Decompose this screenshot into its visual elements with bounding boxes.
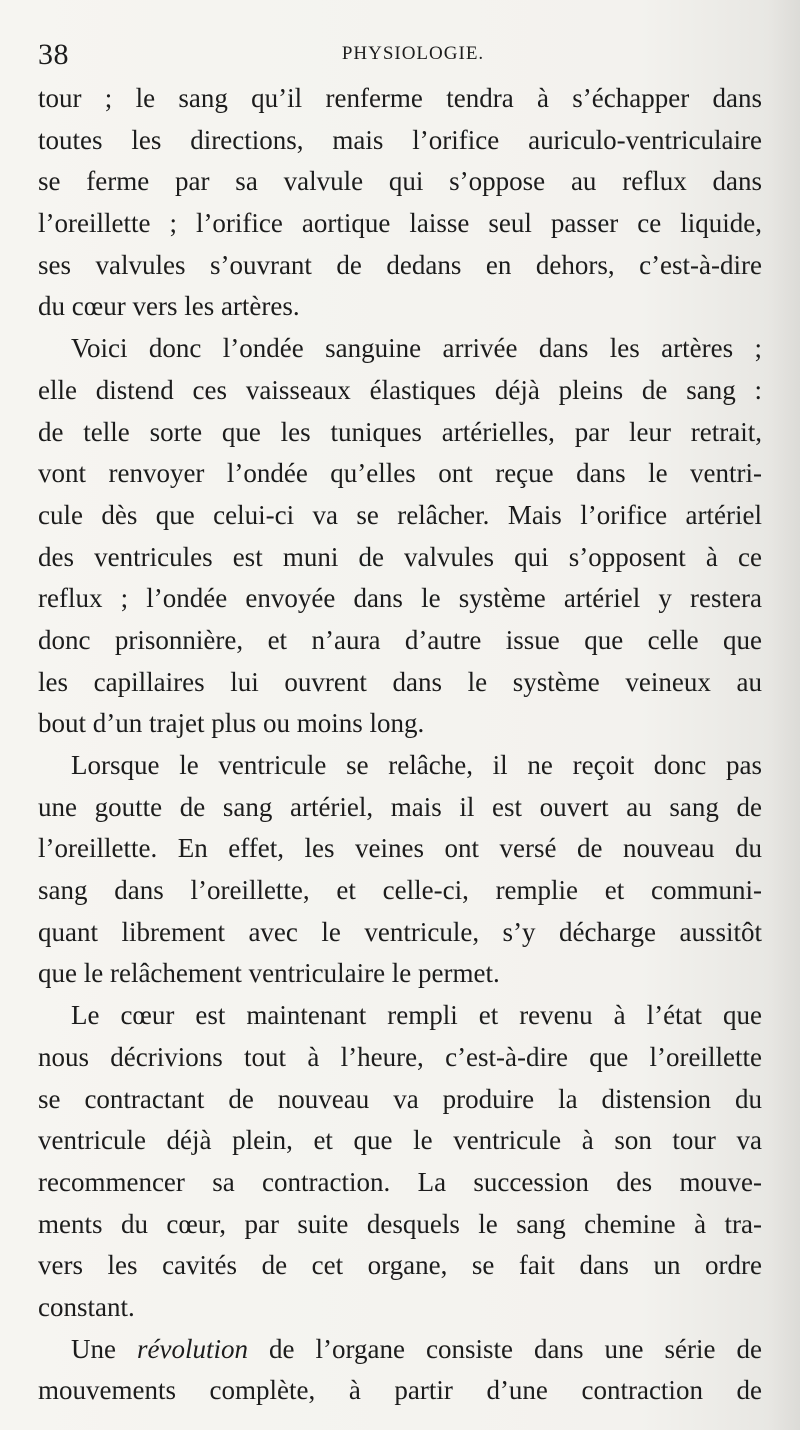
paragraph-start-line: Le cœur est maintenant rempli et revenu à l’état que [71, 1000, 762, 1031]
text-line: l’oreillette. En effet, les veines ont versé de nouveau du [38, 833, 762, 864]
text-line: bout d’un trajet plus ou moins long. [38, 708, 425, 739]
text-line: se contractant de nouveau va produire la distension du [38, 1083, 762, 1114]
text-line: l’oreillette ; l’orifice aortique laisse seul passer ce liquide, [38, 208, 762, 239]
text-line: recommencer sa contraction. La succession des mouve- [38, 1166, 762, 1197]
text-line: mouvements complète, à partir d’une contraction de [38, 1375, 762, 1406]
text-line: constant. [38, 1291, 135, 1322]
text-line: que le relâchement ventriculaire le permet. [38, 958, 500, 989]
text-line: ventricule déjà plein, et que le ventricule à son tour va [38, 1125, 762, 1156]
paragraph-start-line: Voici donc l’ondée sanguine arrivée dans les artères ; [71, 333, 762, 364]
page-header [38, 30, 768, 80]
text-line: ments du cœur, par suite desquels le sang chemine à tra- [38, 1208, 762, 1239]
text-line: une goutte de sang artériel, mais il est ouvert au sang de [38, 791, 762, 822]
text-line: du cœur vers les artères. [38, 291, 300, 322]
text-line: sang dans l’oreillette, et celle-ci, remplie et communi- [38, 875, 762, 906]
line-text-before: Une [71, 1333, 138, 1364]
text-line: se ferme par sa valvule qui s’oppose au reflux dans [38, 166, 762, 197]
page-number: 38 [38, 38, 69, 71]
text-line: toutes les directions, mais l’orifice auriculo-ventriculaire [38, 124, 762, 155]
text-line: ses valvules s’ouvrant de dedans en dehors, c’est-à-dire [38, 249, 762, 280]
text-line: tour ; le sang qu’il renferme tendra à s’échapper dans [38, 83, 762, 113]
paragraph-start-line: Lorsque le ventricule se relâche, il ne reçoit donc pas [71, 750, 762, 780]
text-line: quant librement avec le ventricule, s’y décharge aussitôt [38, 916, 762, 947]
text-line: reflux ; l’ondée envoyée dans le système artériel y restera [38, 583, 762, 614]
text-line: vont renvoyer l’ondée qu’elles ont reçue dans le ventri- [38, 458, 762, 489]
text-line: vers les cavités de cet organe, se fait dans un ordre [38, 1250, 762, 1281]
line-text-after: de l’organe consiste dans une série de [248, 1333, 762, 1364]
text-line: de telle sorte que les tuniques artérielles, par leur retrait, [38, 416, 762, 447]
emphasized-term: révolution [137, 1333, 248, 1364]
text-line: des ventricules est muni de valvules qui s’opposent à ce [38, 541, 762, 572]
text-line: donc prisonnière, et n’aura d’autre issue que celle que [38, 624, 762, 655]
page-body-text [38, 78, 762, 1412]
text-line: les capillaires lui ouvrent dans le système veineux au [38, 666, 762, 697]
text-line: elle distend ces vaisseaux élastiques déjà pleins de sang : [38, 374, 762, 405]
text-line: nous décrivions tout à l’heure, c’est-à-dire que l’oreillette [38, 1041, 762, 1072]
paragraph-start-line [38, 1329, 762, 1371]
text-line: cule dès que celui-ci va se relâcher. Mais l’orifice artériel [38, 499, 762, 530]
running-head: PHYSIOLOGIE. [341, 43, 485, 64]
